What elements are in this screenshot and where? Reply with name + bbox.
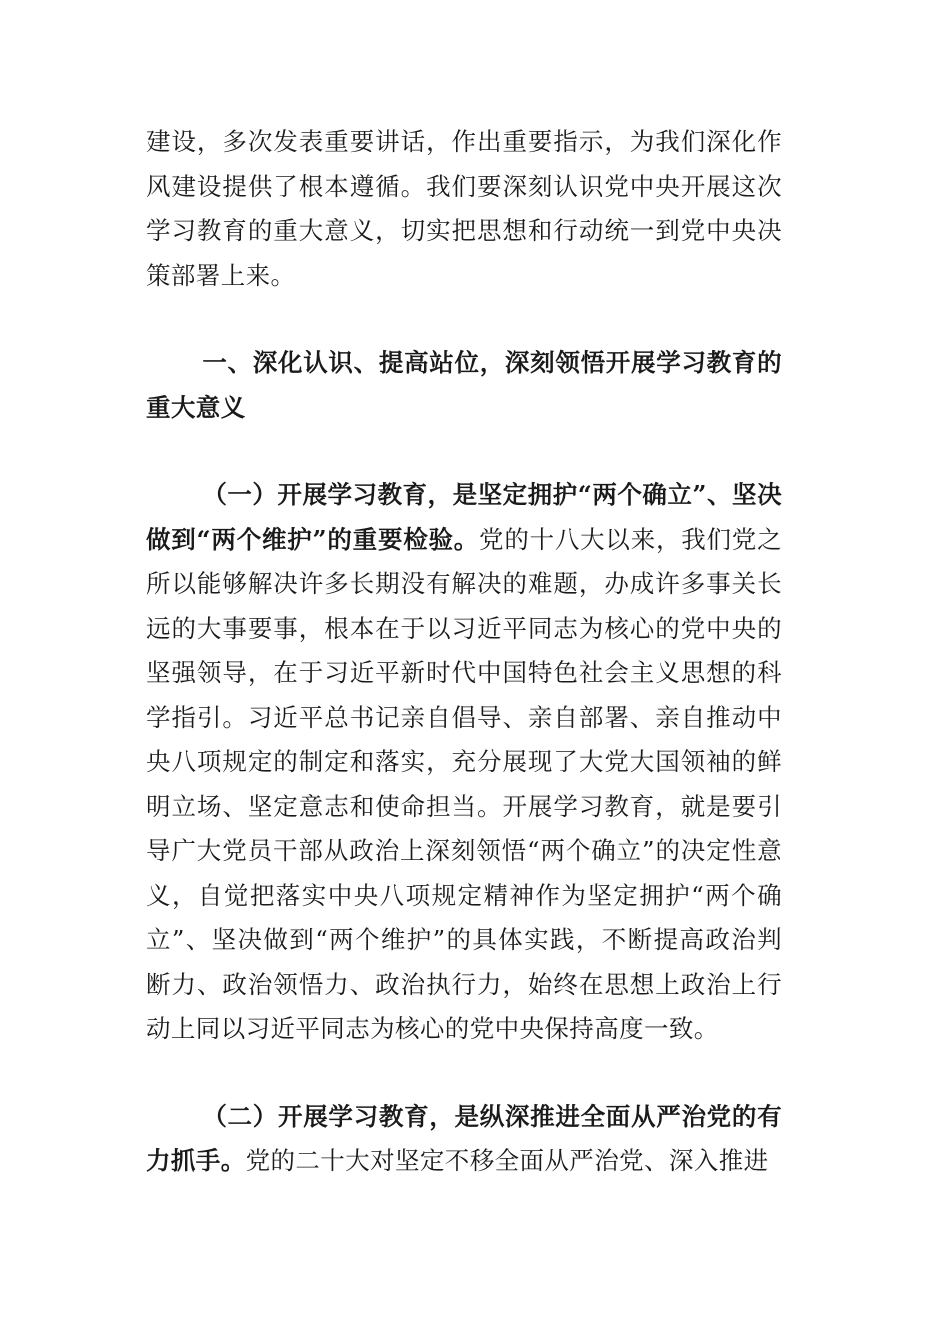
subsection-body-1: 党的十八大以来，我们党之所以能够解决许多长期没有解决的难题，办成许多事关长远的大事要事，根本在于以习近平同志为核心的党中央的坚强领导，在于习近平新时代中国特色社会主义思想的科学指引。习近平总书记亲自倡导、亲自部署、亲自推动中央八项规定的制定和落实，充分展现了大党大国领袖的鲜明立场、坚定意志和使命担当。开展学习教育，就是要引导广大党员干部从政治上深刻领悟“两个确立”的决定性意义，自觉把落实中央八项规定精神作为坚定拥护“两个确立”、坚决做到“两个维护”的具体实践，不断提高政治判断力、政治领悟力、政治执行力，始终在思想上政治上行动上同以习近平同志为核心的党中央保持高度一致。 [146,524,782,1043]
subsection-lead-1: （一）开展学习教育，是坚定拥护“两个确立”、坚决做到“两个维护”的重要检验。 [146,480,782,554]
paragraph-gap [146,430,782,473]
subsection-paragraph-2 [146,1095,782,1184]
subsection-body-2: 党的二十大对坚定不移全面从严治党、深入推进 [245,1146,769,1175]
intro-paragraph: 建设，多次发表重要讲话，作出重要指示，为我们深化作风建设提供了根本遵循。我们要深刻认识党中央开展这次学习教育的重大意义，切实把思想和行动统一到党中央决策部署上来。 [146,127,782,290]
paragraph-gap [146,298,782,341]
paragraph-gap [146,1052,782,1095]
subsection-lead-2: （二）开展学习教育，是纵深推进全面从严治党的有力抓手。 [146,1101,782,1175]
document-page [146,120,782,1184]
subsection-paragraph-1 [146,473,782,1052]
section-heading: 一、深化认识、提高站位，深刻领悟开展学习教育的重大意义 [146,348,782,422]
